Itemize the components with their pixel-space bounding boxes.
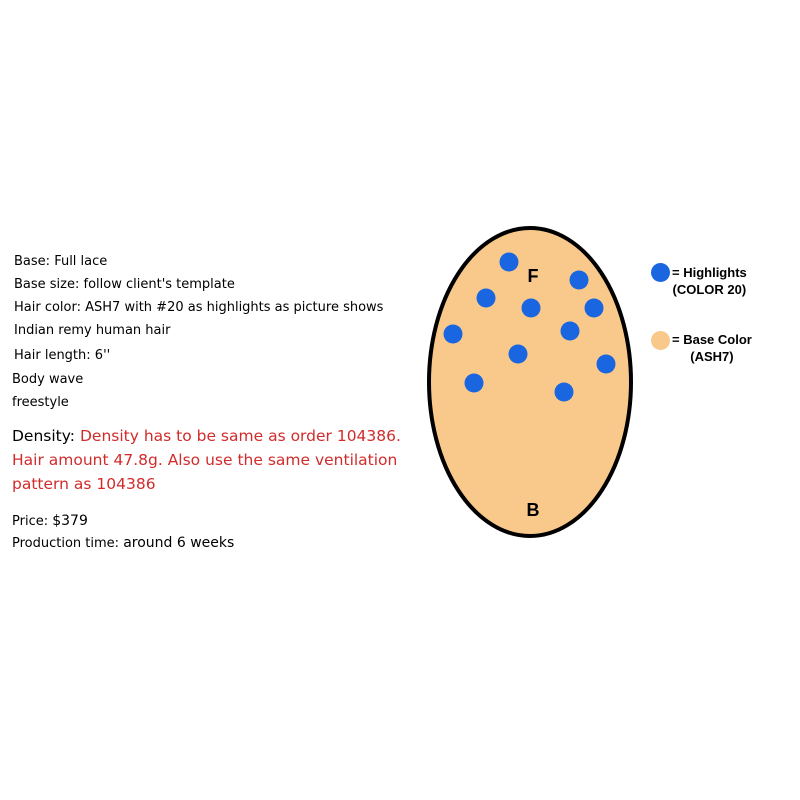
highlight-dot <box>585 299 604 318</box>
back-label: B <box>526 500 540 520</box>
highlight-dot <box>597 355 616 374</box>
highlight-dot <box>555 383 574 402</box>
highlight-dot <box>477 289 496 308</box>
highlight-dot <box>522 299 541 318</box>
legend-highlight-dot <box>651 263 670 282</box>
density-label: Density: <box>12 427 76 445</box>
spec-hair-length-value: 6'' <box>94 348 111 363</box>
spec-style: freestyle <box>12 395 69 410</box>
spec-hair-length-label: Hair length: <box>14 348 91 363</box>
highlight-dot <box>509 345 528 364</box>
legend-highlights <box>672 264 747 298</box>
front-label: F <box>527 266 539 286</box>
legend-base-line2: (ASH7) <box>690 349 734 364</box>
legend-base-line1: = Base Color <box>672 332 752 347</box>
spec-base-value: Full lace <box>54 254 108 269</box>
highlight-dot <box>444 325 463 344</box>
legend-base-dot <box>651 331 670 350</box>
legend-highlights-line1: = Highlights <box>672 265 747 280</box>
legend-base <box>672 331 752 365</box>
price-value: $379 <box>52 513 88 529</box>
highlight-dot <box>465 374 484 393</box>
density-text: Density has to be same as order 104386. Hair amount 47.8g. Also use the same ventilation pattern as 104386 <box>12 427 401 493</box>
highlight-dot <box>500 253 519 272</box>
production-time-label: Production time: <box>12 536 120 551</box>
spec-base-label: Base: <box>14 254 51 269</box>
production-time-value: around 6 weeks <box>123 535 235 551</box>
spec-base-size-label: Base size: <box>14 277 80 292</box>
spec-wave: Body wave <box>12 372 84 387</box>
highlight-dot <box>570 271 589 290</box>
spec-hair-type: Indian remy human hair <box>14 323 171 338</box>
price-label: Price: <box>12 514 49 529</box>
spec-hair-color-value: ASH7 with #20 as highlights as picture shows <box>85 300 384 315</box>
highlight-dot <box>561 322 580 341</box>
spec-base-size-value: follow client's template <box>83 277 235 292</box>
legend-highlights-line2: (COLOR 20) <box>672 282 747 297</box>
spec-hair-color-label: Hair color: <box>14 300 81 315</box>
